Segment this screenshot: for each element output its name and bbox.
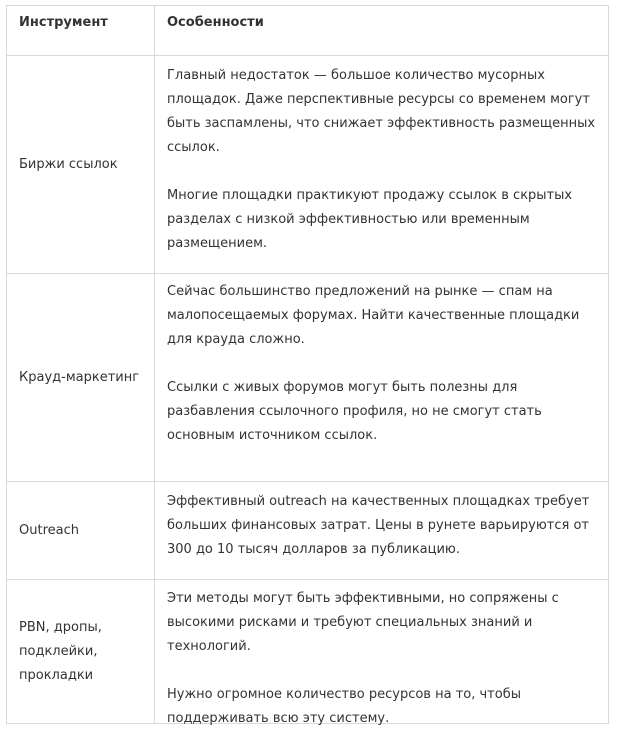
tool-cell: [7, 56, 155, 273]
features-cell: [155, 580, 608, 726]
comparison-table: [6, 5, 609, 724]
tool-cell: [7, 274, 155, 481]
table-row: [7, 580, 608, 726]
feature-paragraph: Эти методы могут быть эффективными, но сопряжены с высокими рисками и требуют специальных знаний и технологий.: [167, 591, 559, 654]
feature-paragraph: Сейчас большинство предложений на рынке — спам на малопосещаемых форумах. Найти качественные площадки для крауда сложно.: [167, 284, 580, 347]
table-header-row: [7, 6, 608, 56]
tool-name: Биржи ссылок: [19, 156, 118, 172]
table-row: [7, 482, 608, 580]
features-cell: [155, 274, 608, 481]
tool-name: Крауд-маркетинг: [19, 369, 140, 385]
header-features: Особенности: [167, 15, 264, 30]
tool-name: PBN, дропы, подклейки, прокладки: [19, 619, 102, 683]
feature-paragraph: Многие площадки практикуют продажу ссылок в скрытых разделах с низкой эффективностью или временным размещением.: [167, 188, 573, 251]
feature-paragraph: Главный недостаток — большое количество мусорных площадок. Даже перспективные ресурсы со временем могут быть заспамлены, что снижает эффективность размещенных ссылок.: [167, 68, 596, 155]
header-tool: Инструмент: [7, 6, 155, 55]
tool-name: Outreach: [19, 522, 79, 538]
feature-paragraph: Эффективный outreach на качественных площадках требует больших финансовых затрат. Цены в рунете варьируются от 300 до 10 тысяч долларов за публикацию.: [167, 494, 590, 557]
feature-paragraph: Ссылки с живых форумов могут быть полезны для разбавления ссылочного профиля, но не смогут стать основным источником ссылок.: [167, 380, 542, 443]
feature-paragraph: Нужно огромное количество ресурсов на то, чтобы поддерживать всю эту систему.: [167, 687, 521, 726]
tool-cell: [7, 580, 155, 723]
table-row: [7, 56, 608, 274]
table-row: [7, 274, 608, 482]
tool-cell: [7, 482, 155, 579]
features-cell: [155, 482, 608, 579]
features-cell: [155, 56, 608, 273]
